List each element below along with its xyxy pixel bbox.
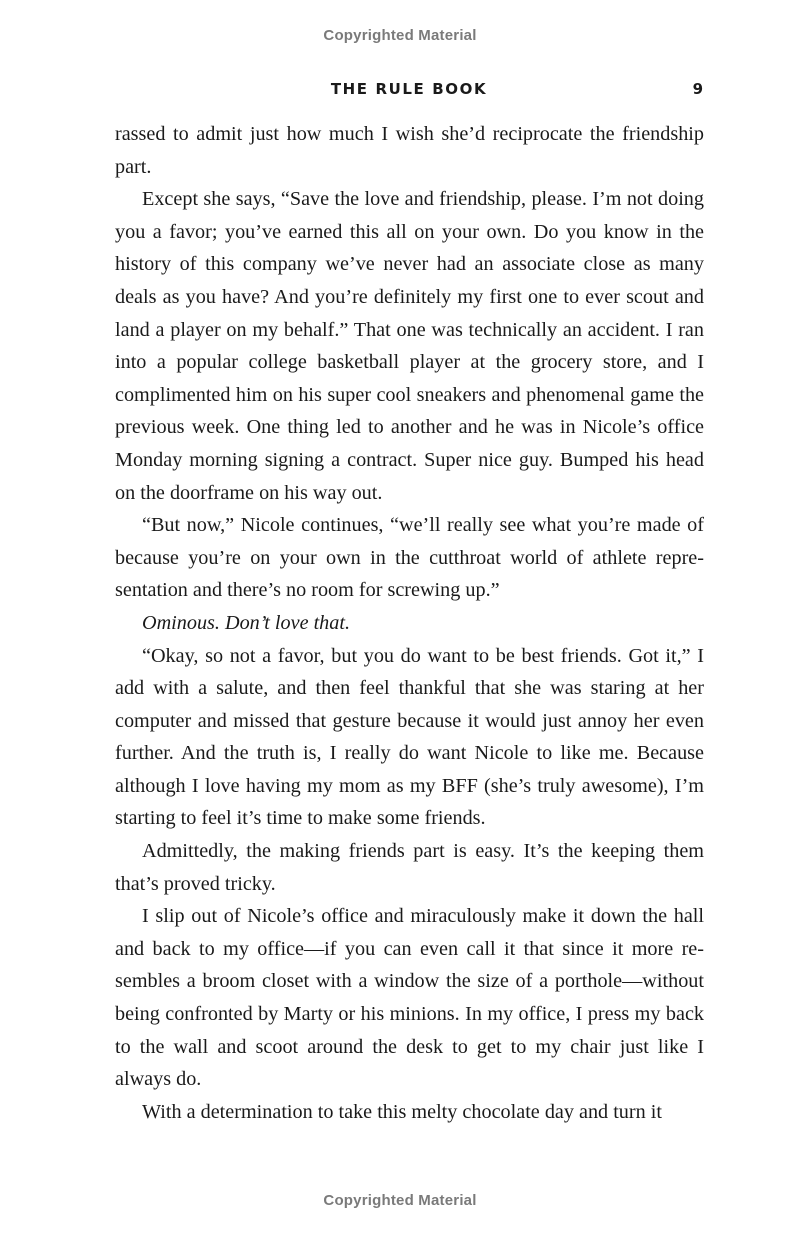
paragraph: rassed to admit just how much I wish she’d reciprocate the friendship part. xyxy=(115,123,704,178)
copyright-watermark-bottom: Copyrighted Material xyxy=(323,1192,477,1209)
copyright-watermark-top: Copyrighted Material xyxy=(323,27,477,44)
paragraph: I slip out of Nicole’s office and miraculously make it down the hall and back to my office—if you can even call it that since it more resembles a broom closet with a window the size of a porthole—without being confronted by Marty or his minions. In my office, I press my back to the wall and scoot around the desk to get to my chair just like I always do. xyxy=(115,905,704,1091)
book-title: THE RULE BOOK xyxy=(330,80,488,98)
paragraph: “Okay, so not a favor, but you do want to be best friends. Got it,” I add with a salute, and then feel thankful that she was staring at her computer and missed that gesture because it would just annoy her even further. And the truth is, I really do want Nicole to like me. Because although I love having my mom as my BFF (she’s truly awesome), I’m starting to feel it’s time to make some friends. xyxy=(115,644,704,830)
page-number: 9 xyxy=(692,80,703,98)
running-head xyxy=(0,80,800,102)
italic-text: Ominous. Don’t love that. xyxy=(142,611,351,634)
paragraph: Admittedly, the making friends part is easy. It’s the keeping them that’s proved tricky. xyxy=(115,840,704,895)
paragraph: With a determination to take this melty chocolate day and turn it xyxy=(142,1100,662,1123)
paragraph: Except she says, “Save the love and friendship, please. I’m not doing you a favor; you’ve earned this all on your own. Do you know in the history of this company we’ve never had an associate close as many deals as you have? And you’re definitely my first one to ever scout and land a player on my behalf.” That one was technically an accident. I ran into a popular college basketball player at the grocery store, and I complimented him on his super cool sneakers and phenomenal game the previous week. One thing led to another and he was in Nicole’s office Monday morning signing a contract. Super nice guy. Bumped his head on the doorframe on his way out. xyxy=(115,188,704,504)
paragraph: “But now,” Nicole continues, “we’ll really see what you’re made of because you’re on your own in the cutthroat world of athlete representation and there’s no room for screwing up.” xyxy=(115,514,704,602)
body-text xyxy=(115,118,704,1128)
paragraph-italic xyxy=(115,607,704,640)
